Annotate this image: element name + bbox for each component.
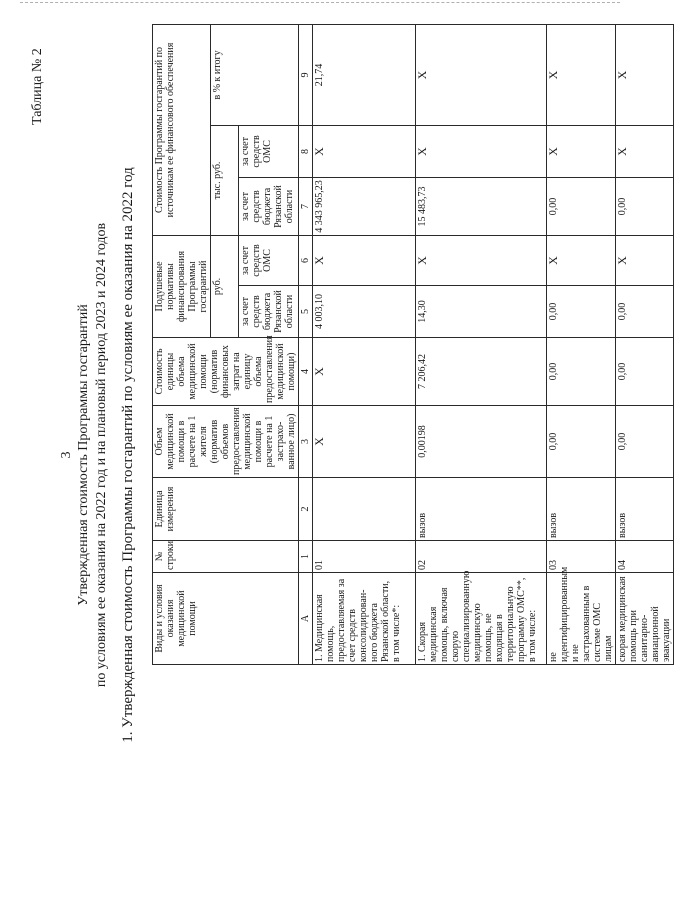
row-cost-oms: Х — [416, 125, 547, 177]
column-number: 1 — [299, 541, 313, 573]
column-number: 7 — [299, 177, 313, 235]
row-norm-oms: Х — [547, 235, 616, 285]
row-volume: 0,00 — [547, 406, 616, 478]
row-cost-unit: 0,00 — [547, 338, 616, 406]
table-header-row-1 — [153, 24, 211, 664]
column-number: А — [299, 573, 313, 665]
page-number: 3 — [59, 451, 74, 459]
table-row — [416, 24, 547, 664]
row-line: 04 — [616, 541, 674, 573]
header-cost-oms: за счет средств ОМС — [239, 125, 299, 177]
row-norm-oms: Х — [416, 235, 547, 285]
header-group-cost: Стоимость Программы госгарантий по источникам ее финансового обеспечения — [153, 24, 211, 235]
row-type: не идентифицированным и не застрахованным в системе ОМС лицам — [547, 573, 616, 665]
header-volume: Объем медицинской помощи в расчете на 1 жителя (норматив объемов предоставления медицинской помощи в расчете на 1 застрахо-ванное лицо) — [153, 406, 299, 478]
row-volume: Х — [313, 406, 416, 478]
column-number: 2 — [299, 478, 313, 541]
column-number: 4 — [299, 338, 313, 406]
row-cost-oms: Х — [616, 125, 674, 177]
header-group-norms: Подушевые нормативы финансирования Программы госгарантий — [153, 235, 211, 337]
header-percent: в % к итогу — [211, 24, 299, 125]
row-percent: Х — [416, 24, 547, 125]
row-unit: вызов — [416, 478, 547, 541]
section-title: 1. Утвержденная стоимость Программы госгарантий по условиям ее оказания на 2022 год — [120, 167, 136, 743]
header-norm-oms: за счет средств ОМС — [239, 235, 299, 285]
row-cost-unit: Х — [313, 338, 416, 406]
row-percent: Х — [616, 24, 674, 125]
row-unit — [313, 478, 416, 541]
row-line: 02 — [416, 541, 547, 573]
document-subtitle: по условиям ее оказания на 2022 год и на плановый период 2023 и 2024 годов — [94, 222, 109, 688]
row-norm-budget: 14,30 — [416, 286, 547, 338]
row-percent: Х — [547, 24, 616, 125]
column-number: 6 — [299, 235, 313, 285]
row-cost-oms: Х — [313, 125, 416, 177]
column-number: 9 — [299, 24, 313, 125]
row-cost-oms: Х — [547, 125, 616, 177]
row-type: 1. Скорая медицинская помощь, включая скорую специализированную медицинскую помощь, не входящая в территориальную программу ОМС**, в том числе: — [416, 573, 547, 665]
header-cost-budget: за счет средств бюджета Рязанской области — [239, 177, 299, 235]
row-norm-oms: Х — [313, 235, 416, 285]
row-line: 03 — [547, 541, 616, 573]
table-row — [313, 24, 416, 664]
row-norm-budget: 0,00 — [547, 286, 616, 338]
row-cost-unit: 0,00 — [616, 338, 674, 406]
header-unit: Единица измерения — [153, 478, 299, 541]
row-cost-budget: 15 483,73 — [416, 177, 547, 235]
column-number: 3 — [299, 406, 313, 478]
column-number: 8 — [299, 125, 313, 177]
row-unit: вызов — [616, 478, 674, 541]
document-title: Утвержденная стоимость Программы госгарантий — [76, 304, 91, 606]
header-type: Виды и условия оказания медицинской помощи — [153, 573, 299, 665]
row-cost-unit: 7 206,42 — [416, 338, 547, 406]
row-norm-budget: 4 003,10 — [313, 286, 416, 338]
header-line: № строки — [153, 541, 299, 573]
column-number-row — [299, 24, 313, 664]
column-number: 5 — [299, 286, 313, 338]
table-row — [616, 24, 674, 664]
cost-table — [152, 24, 674, 665]
header-cost-unit-label: тыс. руб. — [211, 125, 239, 235]
header-norm-budget: за счет средств бюджета Рязанской области — [239, 286, 299, 338]
header-cost-unit: Стоимость единицы объема медицинской помощи (норматив финансовых затрат на единицу объема предоставления медицинской помощи) — [153, 338, 299, 406]
row-cost-budget: 0,00 — [547, 177, 616, 235]
header-norms-unit: руб. — [211, 235, 239, 337]
table-label: Таблица № 2 — [30, 48, 45, 125]
row-unit: вызов — [547, 478, 616, 541]
row-line: 01 — [313, 541, 416, 573]
row-volume: 0,00198 — [416, 406, 547, 478]
row-cost-budget: 4 343 965,23 — [313, 177, 416, 235]
table-row — [547, 24, 616, 664]
row-type: скорая медицинская помощь при санитарно-авиационной эвакуации — [616, 573, 674, 665]
row-volume: 0,00 — [616, 406, 674, 478]
row-type: 1. Медицинская помощь, предоставляемая за счет средств консолидирован-ного бюджета Рязанской области, в том числе*: — [313, 573, 416, 665]
row-cost-budget: 0,00 — [616, 177, 674, 235]
row-norm-budget: 0,00 — [616, 286, 674, 338]
row-percent: 21,74 — [313, 24, 416, 125]
row-norm-oms: Х — [616, 235, 674, 285]
